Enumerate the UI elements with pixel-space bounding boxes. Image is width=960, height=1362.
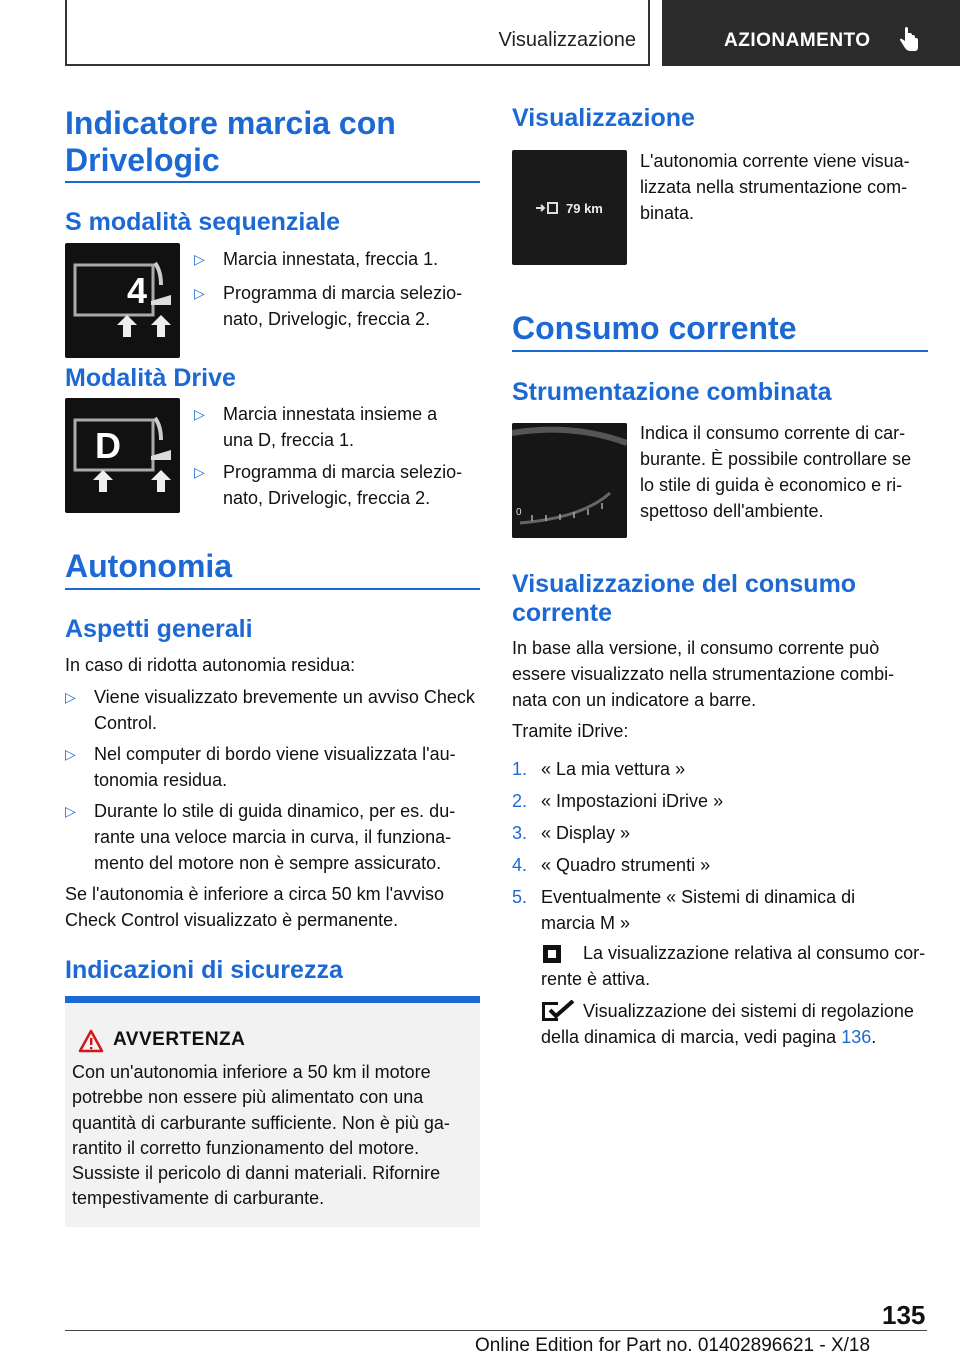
triangle-bullet-icon: ▷ (194, 464, 205, 480)
checkbox-note: La visualizzazione relativa al consumo cor-rente è attiva. (541, 943, 926, 989)
chapter-title: AZIONAMENTO (724, 30, 871, 51)
warning-text: Con un'autonomia inferiore a 50 km il motore potrebbe non essere più alimentato con una quantità di carburante sufficiente. Non è più ga-rantito il corretto funzionamento del motore. Sussiste il pericolo di danni materiali. Rifornire tempestivamente di carburante. (72, 1062, 450, 1209)
pointing-hand-icon (898, 27, 920, 53)
triangle-bullet-icon: ▷ (65, 803, 76, 819)
consumption-gauge-image (512, 423, 627, 538)
range-readout: 79 km (566, 201, 603, 216)
gear-indicator-image-s (65, 243, 180, 358)
section-title-consumo: Consumo corrente (512, 310, 797, 346)
checkbox-icon (542, 944, 562, 964)
warning-triangle-icon (78, 1029, 104, 1053)
triangle-bullet-icon: ▷ (65, 746, 76, 762)
list-item: 3. « Display » (512, 823, 631, 843)
heading-aspetti-generali: Aspetti generali (65, 615, 253, 643)
heading-s-mode: S modalità sequenziale (65, 208, 341, 236)
list-item: ▷ Nel computer di bordo viene visualizzata l'au-tonomia residua. (65, 741, 480, 793)
gear-indicator-image-d (65, 398, 180, 513)
title-rule (65, 181, 480, 183)
list-item: 4. « Quadro strumenti » (512, 855, 711, 875)
paragraph: In base alla versione, il consumo corrente può essere visualizzato nella strumentazione combi-nata con un indicatore a barre. (512, 638, 895, 710)
checkmark-icon (541, 1000, 575, 1022)
list-item: ▷ Viene visualizzato brevemente un avviso Check Control. (65, 684, 480, 736)
heading-drive-mode: Modalità Drive (65, 364, 236, 392)
list-item: ▷ Durante lo stile di guida dinamico, per es. du-rante una veloce marcia in curva, il funziona-mento del motore non è sempre assicurato. (65, 798, 480, 876)
heading-strumentazione: Strumentazione combinata (512, 378, 832, 406)
list-item: ▷ Programma di marcia selezio-nato, Drivelogic, freccia 2. (194, 280, 480, 332)
page-number: 135 (882, 1300, 926, 1330)
list-item: 5. Eventualmente « Sistemi di dinamica di marcia M » (512, 887, 856, 933)
gauge-zero-label: 0 (516, 507, 522, 518)
footer-rule (65, 1330, 927, 1331)
heading-visualizzazione: Visualizzazione (512, 104, 695, 132)
paragraph: Tramite iDrive: (512, 721, 629, 741)
gear-letter: D (95, 425, 121, 466)
section-title-autonomia: Autonomia (65, 548, 233, 584)
check-note: Visualizzazione dei sistemi di regolazione della dinamica di marcia, vedi pagina 136. (541, 1001, 914, 1047)
page-reference-link[interactable]: 136 (841, 1027, 872, 1047)
triangle-bullet-icon: ▷ (65, 689, 76, 705)
chapter-tab (662, 0, 960, 66)
list-item: 2. « Impostazioni iDrive » (512, 791, 724, 811)
footer-edition: Online Edition for Part no. 01402896621 - X/18 (475, 1335, 871, 1356)
paragraph: In caso di ridotta autonomia residua: (65, 655, 356, 675)
heading-consumo-display: Visualizzazione del consumo corrente (512, 570, 857, 627)
paragraph: Se l'autonomia è inferiore a circa 50 km l'avviso Check Control visualizzato è permanente. (65, 884, 445, 930)
list-item: ▷ Marcia innestata insieme a una D, freccia 1. (194, 401, 480, 453)
title-rule (512, 350, 928, 352)
warning-box (65, 996, 480, 1227)
triangle-bullet-icon: ▷ (194, 406, 205, 422)
triangle-bullet-icon: ▷ (194, 251, 205, 267)
section-title-drivelogic: Indicatore marcia con Drivelogic (65, 105, 396, 178)
running-header (65, 0, 650, 66)
gear-number: 4 (127, 270, 148, 311)
range-display-image (512, 150, 627, 265)
title-rule (65, 588, 480, 590)
heading-sicurezza: Indicazioni di sicurezza (65, 956, 343, 984)
list-item: 1. « La mia vettura » (512, 759, 686, 779)
warning-title: AVVERTENZA (113, 1029, 246, 1050)
paragraph: L'autonomia corrente viene visua-lizzata nella strumentazione com-binata. (640, 151, 910, 223)
header-section-title: Visualizzazione (498, 29, 636, 51)
triangle-bullet-icon: ▷ (194, 285, 205, 301)
list-item: ▷ Programma di marcia selezio-nato, Drivelogic, freccia 2. (194, 459, 480, 511)
paragraph: Indica il consumo corrente di car-burante. È possibile controllare se lo stile di guida è economico e ri-spettoso dell'ambiente. (640, 423, 912, 521)
